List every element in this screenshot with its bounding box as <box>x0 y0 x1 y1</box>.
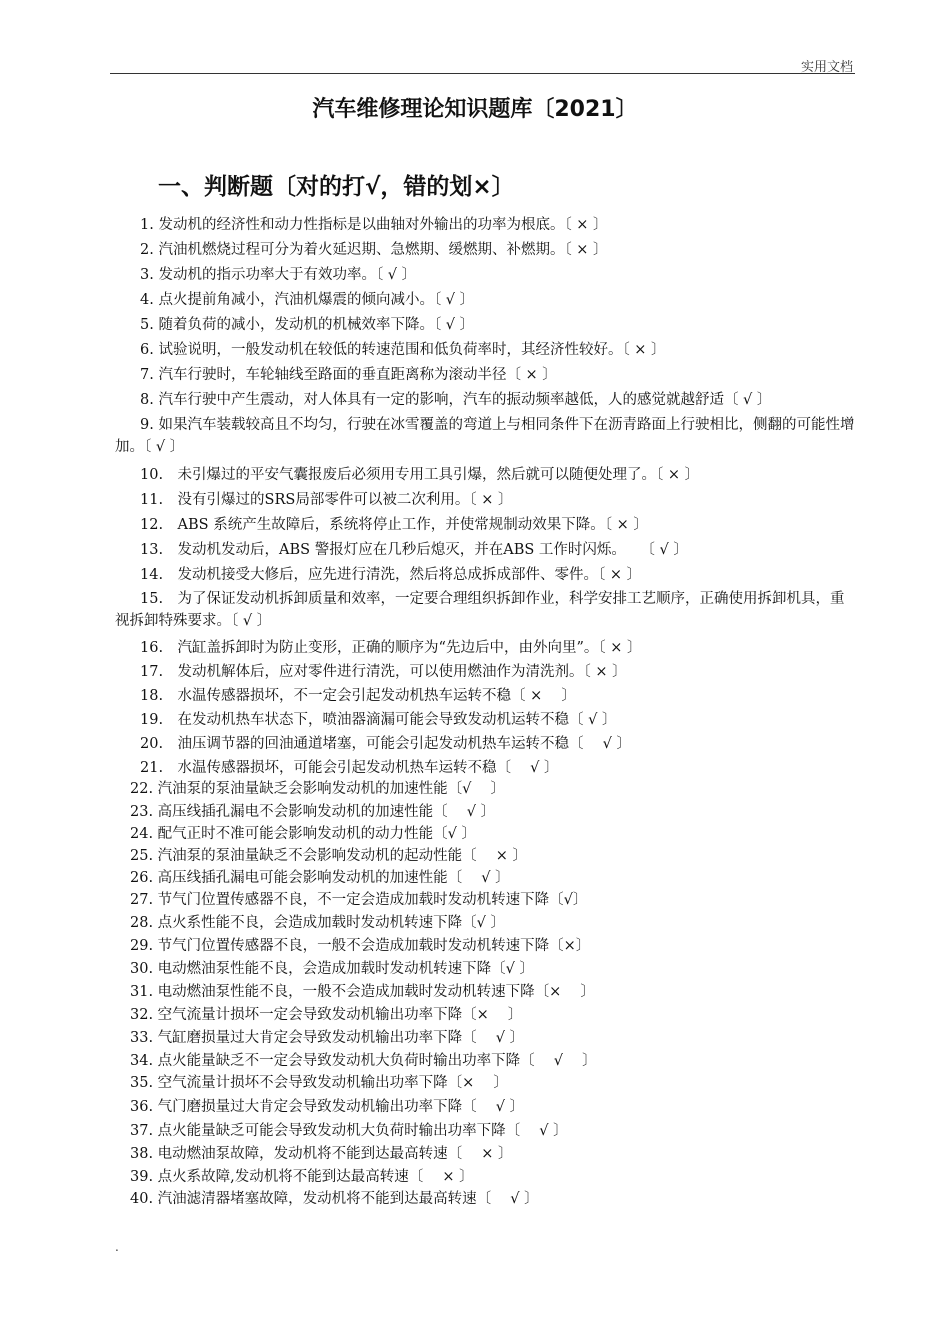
question-item: 19. 在发动机热车状态下，喷油器滴漏可能会导致发动机运转不稳〔 √ 〕 <box>140 712 617 728</box>
question-item: 39. 点火系故障,发动机将不能到达最高转速〔 × 〕 <box>130 1169 474 1185</box>
question-item: 28. 点火系性能不良，会造成加载时发动机转速下降〔√ 〕 <box>130 915 506 931</box>
question-item: 5. 随着负荷的减小，发动机的机械效率下降。〔 √ 〕 <box>140 317 475 333</box>
question-item: 7. 汽车行驶时，车轮轴线至路面的垂直距离称为滚动半径〔 × 〕 <box>140 367 557 383</box>
question-item: 36. 气门磨损量过大肯定会导致发动机输出功率下降〔 √ 〕 <box>130 1099 525 1115</box>
question-item: 1. 发动机的经济性和动力性指标是以曲轴对外输出的功率为根底。〔 × 〕 <box>140 217 608 233</box>
question-item: 24. 配气正时不准可能会影响发动机的动力性能〔√ 〕 <box>130 826 477 842</box>
question-item: 30. 电动燃油泵性能不良，会造成加载时发动机转速下降〔√ 〕 <box>130 961 535 977</box>
question-item: 3. 发动机的指示功率大于有效功率。〔 √ 〕 <box>140 267 417 283</box>
question-item: 9. 如果汽车装载较高且不均匀，行驶在冰雪覆盖的弯道上与相同条件下在沥青路面上行驶相比，侧翻的可能性增加。〔 √ 〕 <box>115 417 855 455</box>
question-item: 35. 空气流量计损坏不会导致发动机输出功率下降〔× 〕 <box>130 1075 508 1091</box>
question-item: 38. 电动燃油泵故障，发动机将不能到达最高转速〔 × 〕 <box>130 1146 513 1162</box>
question-item: 25. 汽油泵的泵油量缺乏不会影响发动机的起动性能〔 × 〕 <box>130 848 528 864</box>
question-item: 21. 水温传感器损坏，可能会引起发动机热车运转不稳〔 √ 〕 <box>140 760 559 776</box>
question-item: 17. 发动机解体后，应对零件进行清洗，可以使用燃油作为清洗剂。〔 × 〕 <box>140 664 627 680</box>
header-label: 实用文档 <box>800 60 853 75</box>
header-rule <box>110 73 855 74</box>
question-item: 4. 点火提前角减小，汽油机爆震的倾向减小。〔 √ 〕 <box>140 292 475 308</box>
question-item: 14. 发动机接受大修后，应先进行清洗，然后将总成拆成部件、零件。〔 × 〕 <box>140 567 642 583</box>
question-item: 23. 高压线插孔漏电不会影响发动机的加速性能〔 √ 〕 <box>130 804 496 820</box>
question-item: 34. 点火能量缺乏不一定会导致发动机大负荷时输出功率下降〔 √ 〕 <box>130 1053 597 1069</box>
question-item: 37. 点火能量缺乏可能会导致发动机大负荷时输出功率下降〔 √ 〕 <box>130 1123 568 1139</box>
question-item: 20. 油压调节器的回油通道堵塞，可能会引起发动机热车运转不稳〔 √ 〕 <box>140 736 632 752</box>
question-item: 27. 节气门位置传感器不良，不一定会造成加载时发动机转速下降〔√〕 <box>130 892 588 908</box>
question-item: 18. 水温传感器损坏，不一定会引起发动机热车运转不稳〔 × 〕 <box>140 688 576 704</box>
question-item: 12. ABS 系统产生故障后，系统将停止工作，并使常规制动效果下降。〔 × 〕 <box>140 517 648 533</box>
footer-mark: . <box>115 1240 119 1254</box>
question-item: 10. 未引爆过的平安气囊报废后必须用专用工具引爆，然后就可以随便处理了。〔 × 〕 <box>140 467 700 483</box>
question-item: 11. 没有引爆过的SRS局部零件可以被二次利用。〔 × 〕 <box>140 492 513 508</box>
question-item: 2. 汽油机燃烧过程可分为着火延迟期、急燃期、缓燃期、补燃期。〔 × 〕 <box>140 242 608 258</box>
question-item: 33. 气缸磨损量过大肯定会导致发动机输出功率下降〔 √ 〕 <box>130 1030 525 1046</box>
question-item: 26. 高压线插孔漏电可能会影响发动机的加速性能〔 √ 〕 <box>130 870 510 886</box>
question-item: 40. 汽油滤清器堵塞故障，发动机将不能到达最高转速〔 √ 〕 <box>130 1191 539 1207</box>
question-item: 13. 发动机发动后，ABS 警报灯应在几秒后熄灭，并在ABS 工作时闪烁。 〔 √ 〕 <box>140 542 688 558</box>
question-item: 22. 汽油泵的泵油量缺乏会影响发动机的加速性能〔√ 〕 <box>130 781 506 797</box>
section-heading: 一、判断题〔对的打√，错的划×〕 <box>158 174 515 200</box>
question-item: 29. 节气门位置传感器不良，一般不会造成加载时发动机转速下降〔×〕 <box>130 938 591 954</box>
question-item: 32. 空气流量计损坏一定会导致发动机输出功率下降〔× 〕 <box>130 1007 523 1023</box>
document-title: 汽车维修理论知识题库〔2021〕 <box>312 97 638 122</box>
question-item: 16. 汽缸盖拆卸时为防止变形，正确的顺序为“先边后中，由外向里”。〔 × 〕 <box>140 640 642 656</box>
question-item: 15. 为了保证发动机拆卸质量和效率，一定要合理组织拆卸作业，科学安排工艺顺序，正确使用拆卸机具，重视拆卸特殊要求。〔 √ 〕 <box>115 591 845 629</box>
question-item: 31. 电动燃油泵性能不良，一般不会造成加载时发动机转速下降〔× 〕 <box>130 984 595 1000</box>
question-item: 8. 汽车行驶中产生震动，对人体具有一定的影响，汽车的振动频率越低，人的感觉就越舒适〔 √ 〕 <box>140 392 772 408</box>
question-item: 6. 试验说明，一般发动机在较低的转速范围和低负荷率时，其经济性较好。〔 × 〕 <box>140 342 666 358</box>
